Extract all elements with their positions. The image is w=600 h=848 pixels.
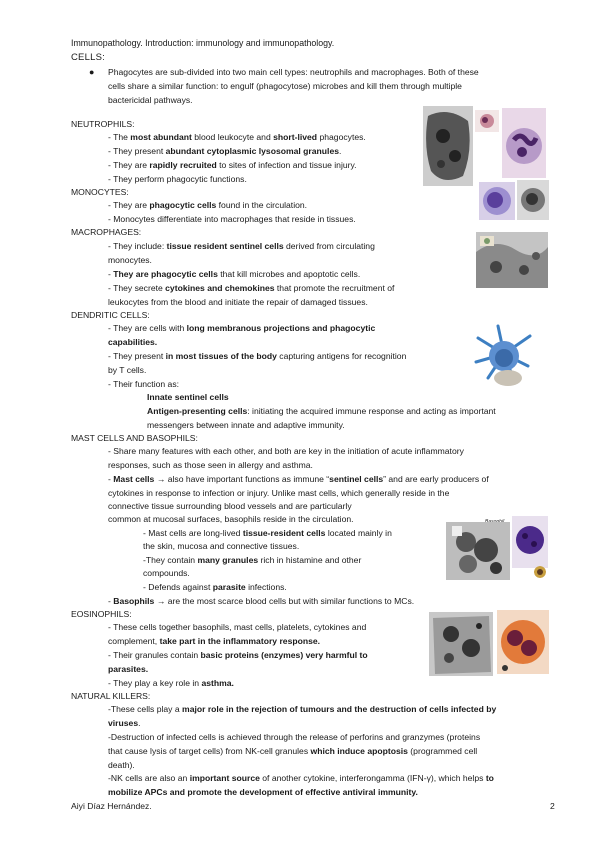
mast-cell-em-image: [446, 522, 510, 580]
mast-sub-1: - Mast cells are long-lived tissue-resident cells located mainly in: [143, 528, 392, 538]
basophils-line: - Basophils → are the most scarce blood cells but with similar functions to MCs.: [108, 596, 415, 606]
mast-line-2: - Mast cells → also have important functions as immune “sentinel cells” and are early producers of: [108, 474, 489, 484]
eosinophils-title: EOSINOPHILS:: [71, 609, 132, 619]
eosinophils-line-2b: parasites.: [108, 664, 149, 674]
mast-line-2c: connective tissue surrounding blood vessels and are particularly: [108, 501, 352, 511]
macrophages-line-1: - They include: tissue resident sentinel cells derived from circulating: [108, 241, 375, 251]
nk-line-1b: viruses.: [108, 718, 141, 728]
dendritic-title: DENDRITIC CELLS:: [71, 310, 150, 320]
eosinophils-line-1b: complement, take part in the inflammatory response.: [108, 636, 321, 646]
mast-line-2b: cytokines in response to infection or injury. Unlike mast cells, which generally reside in the: [108, 488, 450, 498]
monocyte-stain-image: [479, 182, 515, 220]
neutrophil-stain-image: [502, 108, 546, 178]
neutrophils-line-1: - The most abundant blood leukocyte and short-lived phagocytes.: [108, 132, 366, 142]
nk-line-2c: death).: [108, 760, 135, 770]
nk-title: NATURAL KILLERS:: [71, 691, 151, 701]
dendritic-line-3: - Their function as:: [108, 379, 180, 389]
neutrophils-line-3: - They are rapidly recruited to sites of infection and tissue injury.: [108, 160, 357, 170]
dendritic-function-1: Innate sentinel cells: [147, 392, 229, 402]
intro-line-3: bactericidal pathways.: [108, 95, 193, 105]
neutrophils-line-2: - They present abundant cytoplasmic lysosomal granules.: [108, 146, 342, 156]
mast-sub-2b: compounds.: [143, 568, 190, 578]
dendritic-line-2: - They present in most tissues of the body capturing antigens for recognition: [108, 351, 407, 361]
monocytes-line-1: - They are phagocytic cells found in the circulation.: [108, 200, 308, 210]
dendritic-cell-image: [468, 318, 540, 390]
dendritic-line-1b: capabilities.: [108, 337, 158, 347]
basophil-small-image: [534, 566, 546, 578]
dendritic-function-2: Antigen-presenting cells: initiating the acquired immune response and acting as important: [147, 406, 496, 416]
eosinophil-stain-image: [497, 610, 549, 674]
dendritic-line-1: - They are cells with long membranous projections and phagocytic: [108, 323, 376, 333]
neutrophils-title: NEUTROPHILS:: [71, 119, 135, 129]
nk-line-3b: mobilize APCs and promote the development of effective antiviral immunity.: [108, 787, 418, 797]
nk-line-2: -Destruction of infected cells is achieved through the release of perforins and granzymes (proteins: [108, 732, 481, 742]
eosinophil-em-image: [429, 612, 493, 676]
footer-author: Aiyi Díaz Hernández.: [71, 801, 152, 811]
intro-line-2: cells share a similar function: to engulf (phagocytose) microbes and kill them through multiple: [108, 81, 462, 91]
dendritic-line-2b: by T cells.: [108, 365, 147, 375]
neutrophil-em-image: [423, 106, 473, 186]
mast-sub-2: -They contain many granules rich in histamine and other: [143, 555, 362, 565]
macrophages-line-3: - They secrete cytokines and chemokines that promote the recruitment of: [108, 283, 395, 293]
cells-title: CELLS:: [71, 52, 105, 63]
dendritic-function-2b: messengers between innate and adaptive immunity.: [147, 420, 345, 430]
mast-sub-3: - Defends against parasite infections.: [143, 582, 287, 592]
page-number: 2: [550, 801, 555, 811]
basophil-stain-image: [512, 516, 548, 568]
nk-line-3: -NK cells are also an important source of another cytokine, interferongamma (IFN-γ), which helps to: [108, 773, 494, 783]
mast-line-1: - Share many features with each other, and both are key in the initiation of acute inflammatory: [108, 446, 464, 456]
macrophage-em-image: [476, 232, 548, 288]
bullet-icon: ●: [89, 67, 95, 77]
macrophages-line-2: - They are phagocytic cells that kill microbes and apoptotic cells.: [108, 269, 361, 279]
nk-line-1: -These cells play a major role in the rejection of tumours and the destruction of cells infected by: [108, 704, 497, 714]
eosinophils-line-2: - Their granules contain basic proteins (enzymes) very harmful to: [108, 650, 368, 660]
eosinophils-line-1: - These cells together basophils, mast cells, platelets, cytokines and: [108, 622, 367, 632]
nk-line-2b: that cause lysis of target cells) from NK-cell granules which induce apoptosis (programmed cell: [108, 746, 478, 756]
neutrophils-line-4: - They perform phagocytic functions.: [108, 174, 247, 184]
mast-line-2d: common at mucosal surfaces, basophils reside in the circulation.: [108, 514, 354, 524]
macrophages-title: MACROPHAGES:: [71, 227, 142, 237]
macrophages-line-3b: leukocytes from the blood and initiate the repair of damaged tissues.: [108, 297, 368, 307]
monocyte-em-image: [517, 180, 549, 220]
macrophages-line-1b: monocytes.: [108, 255, 152, 265]
page-header: Immunopathology. Introduction: immunology and immunopathology.: [71, 38, 335, 48]
intro-line-1: Phagocytes are sub-divided into two main cell types: neutrophils and macrophages. Both of these: [108, 67, 479, 77]
mast-line-1b: responses, such as those seen in allergy and asthma.: [108, 460, 313, 470]
mast-title: MAST CELLS AND BASOPHILS:: [71, 433, 198, 443]
monocytes-title: MONOCYTES:: [71, 187, 129, 197]
mast-sub-1b: the skin, mucosa and connective tissues.: [143, 541, 300, 551]
neutrophil-small-image: [475, 110, 499, 132]
monocytes-line-2: - Monocytes differentiate into macrophages that reside in tissues.: [108, 214, 356, 224]
eosinophils-line-3: - They play a key role in asthma.: [108, 678, 234, 688]
